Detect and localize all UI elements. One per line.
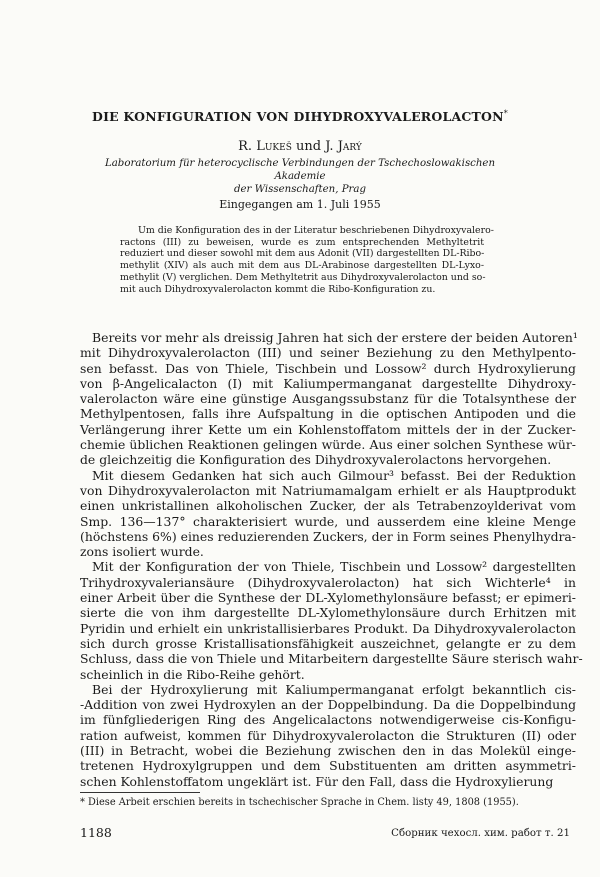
body-line: tretenen Hydroxylgruppen und dem Substituenten am dritten asymmetri- [80,758,576,774]
body-line: Schluss, dass die von Thiele und Mitarbeitern dargestellte Säure sterisch wahr- [80,651,583,667]
title-text: DIE KONFIGURATION VON DIHYDROXYVALEROLACTON [92,109,504,125]
body-line: (III) in Betracht, wobei die Beziehung zwischen den in das Molekül einge- [80,743,576,759]
body-line: Mit diesem Gedanken hat sich auch Gilmour³ befasst. Bei der Reduktion [92,467,576,483]
body-line: einer Arbeit über die Synthese der DL-Xylomethylonsäure befasst; er epimeri- [80,590,576,606]
paper-title [0,109,600,124]
body-line: scheinlich in die Ribo-Reihe gehört. [80,666,305,682]
author-1: R. Lukeš [238,139,292,154]
abstract [120,225,494,295]
body-line: chemie üblichen Reaktionen gelingen würde. Aus einer solchen Synthese wür- [80,437,576,453]
body-line: ration aufweist, kommen für Dihydroxyvalerolacton die Strukturen (II) oder [80,727,576,743]
affiliation-line: Laboratorium für heterocyclische Verbindungen der Tschechoslowakischen Akademie [104,158,496,182]
page-number: 1188 [80,825,112,840]
abstract-line: methylit (XIV) als auch mit dem aus DL-Arabinose dargestellten DL-Lyxo- [120,260,484,272]
body-line: Pyridin und erhielt ein unkristallisierbares Produkt. Da Dihydroxyvalerolacton [80,620,576,636]
body-line: (höchstens 6%) eines reduzierenden Zuckers, der in Form seines Phenylhydra- [80,528,576,544]
body-text [80,330,583,789]
body-line: Smp. 136—137° charakterisiert wurde, und ausserdem eine kleine Menge [80,513,576,529]
author-connector: und [296,139,322,154]
body-line: Methylpentosen, falls ihre Aufspaltung in die optischen Antipoden und die [80,406,576,422]
body-line: mit Dihydroxyvalerolacton (III) und seiner Beziehung zu den Methylpento- [80,345,576,361]
abstract-line: ractons (III) zu beweisen, wurde es zum entsprechenden Methyltetrit [120,236,484,248]
abstract-line: reduziert und dieser sowohl mit dem aus Adonit (VII) dargestellten DL-Ribo- [120,248,485,260]
body-line: Bei der Hydroxylierung mit Kaliumpermanganat erfolgt bekanntlich cis- [92,681,576,697]
footnote: * Diese Arbeit erschien bereits in tschechischer Sprache in Chem. listy 49, 1808 (1955). [80,797,519,808]
body-line: von β-Angelicalacton (I) mit Kaliumpermanganat dargestellte Dihydroxy- [80,375,576,391]
body-line: von Dihydroxyvalerolacton mit Natriumamalgam erhielt er als Hauptprodukt [80,482,576,498]
body-line: Verlängerung ihrer Kette um ein Kohlenstoffatom mittels der in der Zucker- [80,421,576,437]
body-line: sen befasst. Das von Thiele, Tischbein und Lossow² durch Hydroxylierung [80,360,576,376]
body-line: einen unkristallinen alkoholischen Zucker, der als Tetrabenzoylderivat vom [80,498,576,514]
abstract-line: mit auch Dihydroxyvalerolacton kommt die Ribo-Konfiguration zu. [120,283,436,295]
body-line: Bereits vor mehr als dreissig Jahren hat sich der erstere der beiden Autoren¹ [92,330,578,345]
body-line: -Addition von zwei Hydroxylen an der Doppelbindung. Da die Doppelbindung [80,697,576,713]
affiliation [100,157,500,196]
body-line: schen Kohlenstoffatom ungeklärt ist. Für den Fall, dass die Hydroxylierung [80,773,554,789]
abstract-line: methylit (V) verglichen. Dem Methyltetrit aus Dihydroxyvalerolacton und so- [120,271,486,283]
body-line: sierte die von ihm dargestellte DL-Xylomethylonsäure durch Erhitzen mit [80,605,576,621]
title-footnote-mark: * [503,109,508,118]
affiliation-line: der Wissenschaften, Prag [233,184,367,195]
body-line: im fünfgliederigen Ring des Angelicalactons notwendigerweise cis-Konfigu- [80,712,576,728]
journal-name: Сборник чехосл. хим. работ т. 21 [391,828,570,839]
received-date: Eingegangen am 1. Juli 1955 [219,198,381,211]
body-line: sich durch grosse Kristallisationsfähigkeit auszeichnet, gelangte er zu dem [80,635,576,651]
body-line: valerolacton wäre eine günstige Ausgangssubstanz für die Totalsynthese der [80,391,576,407]
author-2: J. Jarý [325,139,362,154]
body-line: de gleichzeitig die Konfiguration des Dihydroxyvalerolactons hervorgehen. [80,452,552,468]
body-line: zons isoliert wurde. [80,544,204,560]
abstract-line: Um die Konfiguration des in der Literatur beschriebenen Dihydroxyvalero- [138,225,494,236]
authors [0,139,600,154]
body-line: Trihydroxyvaleriansäure (Dihydroxyvalerolacton) hat sich Wichterle⁴ in [80,574,576,590]
footnote-rule [80,792,200,793]
body-line: Mit der Konfiguration der von Thiele, Tischbein und Lossow² dargestellten [92,559,576,575]
